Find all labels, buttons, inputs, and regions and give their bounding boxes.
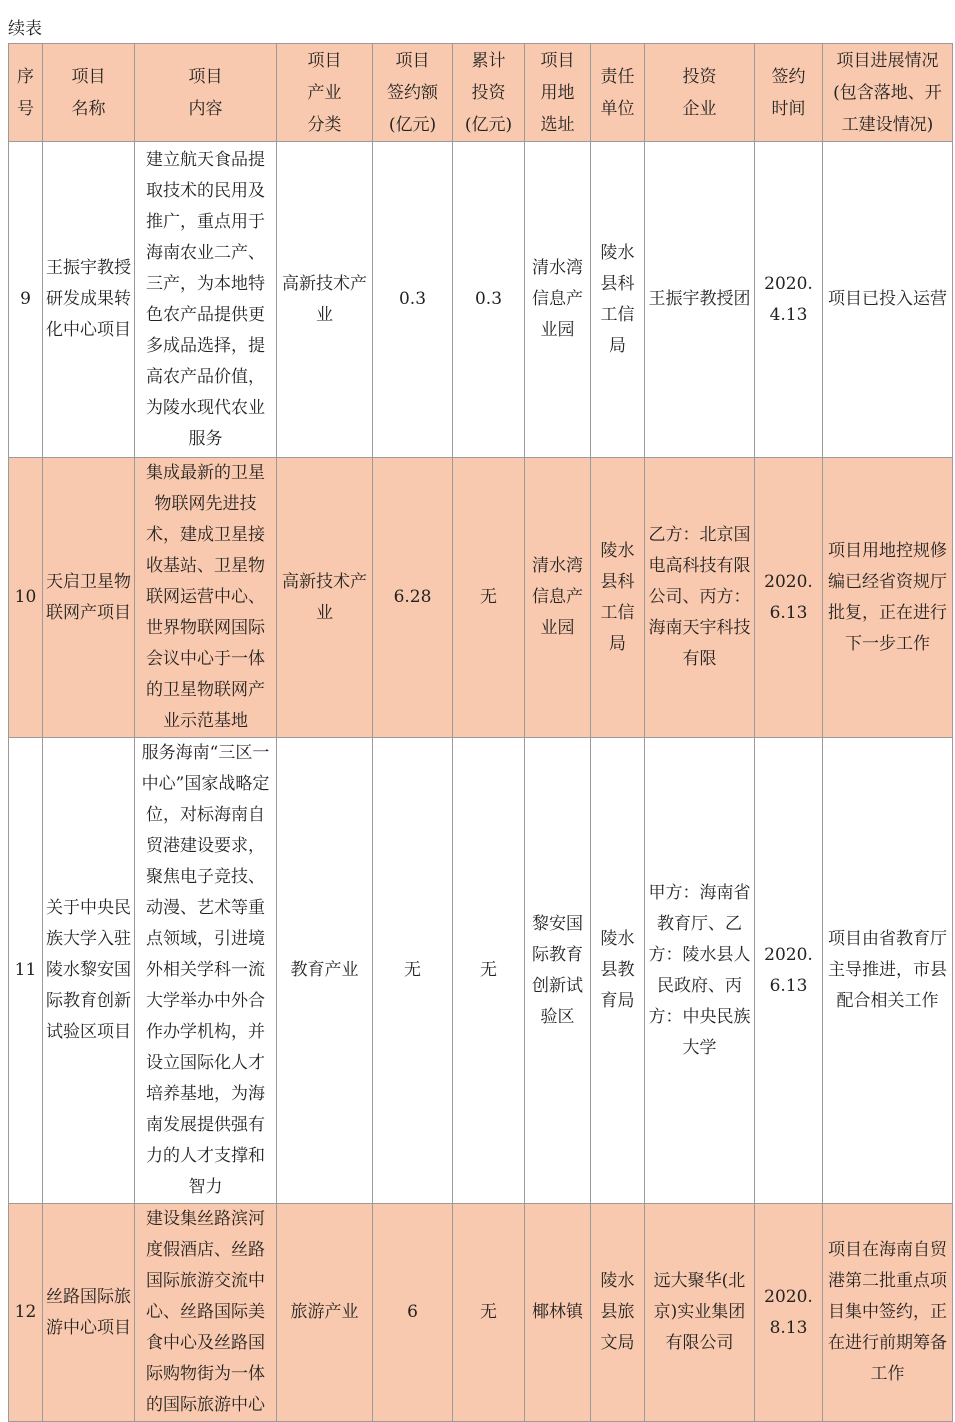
cell-sign-date: 2020.8.13 xyxy=(755,1204,823,1422)
cell-signed-amount: 0.3 xyxy=(373,142,453,458)
cell-site: 清水湾信息产业园 xyxy=(525,142,591,458)
header-investor: 投资 企业 xyxy=(645,44,755,142)
cell-name: 丝路国际旅游中心项目 xyxy=(43,1204,135,1422)
cell-cumulative-investment: 无 xyxy=(453,458,525,738)
cell-seq: 9 xyxy=(9,142,43,458)
cell-name: 王振宇教授研发成果转化中心项目 xyxy=(43,142,135,458)
cell-cumulative-investment: 无 xyxy=(453,738,525,1204)
cell-responsible-unit: 陵水县科工信局 xyxy=(591,458,645,738)
cell-signed-amount: 6.28 xyxy=(373,458,453,738)
cell-responsible-unit: 陵水县科工信局 xyxy=(591,142,645,458)
header-cumulative-investment: 累计 投资 (亿元) xyxy=(453,44,525,142)
cell-seq: 12 xyxy=(9,1204,43,1422)
cell-name: 关于中央民族大学入驻陵水黎安国际教育创新试验区项目 xyxy=(43,738,135,1204)
header-category: 项目 产业 分类 xyxy=(277,44,373,142)
header-progress: 项目进展情况 (包含落地、开 工建设情况) xyxy=(823,44,953,142)
table-header-row xyxy=(9,44,953,142)
cell-site: 椰林镇 xyxy=(525,1204,591,1422)
header-sign-date: 签约 时间 xyxy=(755,44,823,142)
cell-responsible-unit: 陵水县旅文局 xyxy=(591,1204,645,1422)
table-row xyxy=(9,458,953,738)
project-table xyxy=(8,43,953,1422)
cell-sign-date: 2020.6.13 xyxy=(755,458,823,738)
cell-investor: 王振宇教授团 xyxy=(645,142,755,458)
cell-progress: 项目已投入运营 xyxy=(823,142,953,458)
cell-progress: 项目在海南自贸港第二批重点项目集中签约，正在进行前期筹备工作 xyxy=(823,1204,953,1422)
cell-seq: 10 xyxy=(9,458,43,738)
cell-content: 服务海南“三区一中心”国家战略定位，对标海南自贸港建设要求，聚焦电子竞技、动漫、艺术等重点领域，引进境外相关学科一流大学举办中外合作办学机构，并设立国际化人才培养基地，为海南发展提供强有力的人才支撑和智力 xyxy=(135,738,277,1204)
table-caption: 续表 xyxy=(8,19,42,39)
header-responsible-unit: 责任 单位 xyxy=(591,44,645,142)
cell-category: 高新技术产业 xyxy=(277,458,373,738)
header-signed-amount: 项目 签约额 (亿元) xyxy=(373,44,453,142)
cell-signed-amount: 6 xyxy=(373,1204,453,1422)
cell-investor: 远大聚华(北京)实业集团有限公司 xyxy=(645,1204,755,1422)
cell-responsible-unit: 陵水县教育局 xyxy=(591,738,645,1204)
cell-site: 清水湾信息产业园 xyxy=(525,458,591,738)
header-seq: 序 号 xyxy=(9,44,43,142)
cell-signed-amount: 无 xyxy=(373,738,453,1204)
cell-progress: 项目用地控规修编已经省资规厅批复，正在进行下一步工作 xyxy=(823,458,953,738)
cell-sign-date: 2020.6.13 xyxy=(755,738,823,1204)
cell-seq: 11 xyxy=(9,738,43,1204)
cell-site: 黎安国际教育创新试验区 xyxy=(525,738,591,1204)
cell-cumulative-investment: 0.3 xyxy=(453,142,525,458)
header-name: 项目 名称 xyxy=(43,44,135,142)
cell-category: 教育产业 xyxy=(277,738,373,1204)
cell-category: 高新技术产业 xyxy=(277,142,373,458)
cell-investor: 乙方：北京国电高科技有限公司、丙方：海南天宇科技有限 xyxy=(645,458,755,738)
cell-sign-date: 2020.4.13 xyxy=(755,142,823,458)
cell-progress: 项目由省教育厅主导推进，市县配合相关工作 xyxy=(823,738,953,1204)
header-site: 项目 用地 选址 xyxy=(525,44,591,142)
cell-cumulative-investment: 无 xyxy=(453,1204,525,1422)
header-content: 项目 内容 xyxy=(135,44,277,142)
cell-content: 集成最新的卫星物联网先进技术，建成卫星接收基站、卫星物联网运营中心、世界物联网国际会议中心于一体的卫星物联网产业示范基地 xyxy=(135,458,277,738)
table-row xyxy=(9,142,953,458)
table-row xyxy=(9,1204,953,1422)
table-row xyxy=(9,738,953,1204)
cell-content: 建立航天食品提取技术的民用及推广，重点用于海南农业二产、三产，为本地特色农产品提供更多成品选择，提高农产品价值，为陵水现代农业服务 xyxy=(135,142,277,458)
cell-content: 建设集丝路滨河度假酒店、丝路国际旅游交流中心、丝路国际美食中心及丝路国际购物街为一体的国际旅游中心 xyxy=(135,1204,277,1422)
cell-category: 旅游产业 xyxy=(277,1204,373,1422)
cell-investor: 甲方：海南省教育厅、乙方：陵水县人民政府、丙方：中央民族大学 xyxy=(645,738,755,1204)
cell-name: 天启卫星物联网产项目 xyxy=(43,458,135,738)
